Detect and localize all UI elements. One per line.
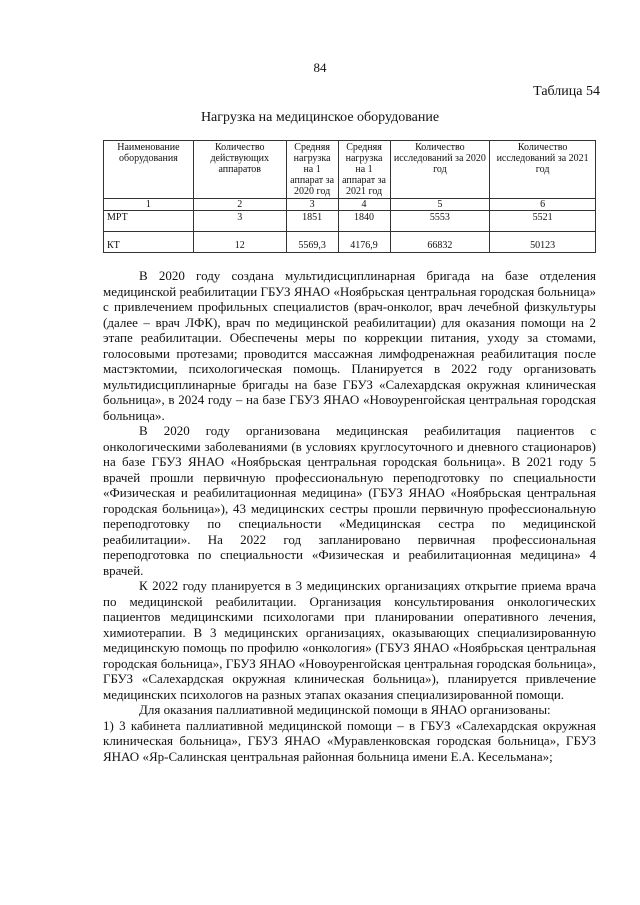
header-studies-2020: Количество исследований за 2020 год [390,141,490,199]
cell-avg-load-2021: 4176,9 [338,232,390,253]
column-number: 1 [104,199,194,211]
column-number: 2 [193,199,286,211]
column-number: 3 [286,199,338,211]
table-header-row [104,141,596,199]
cell-device-count: 12 [193,232,286,253]
header-equipment-name: Наименование оборудования [104,141,194,199]
table-row-mri [104,211,596,232]
column-number: 4 [338,199,390,211]
paragraph-psychologists: К 2022 году планируется в 3 медицинских организациях открытие приема врача по медицинской реабилитации. Организация консультирования онкологических пациентов медицинскими психологами при планировании оперативного лечения, химиотерапии. В 3 медицинских организациях, оказывающих специализированную медицинскую помощь по профилю «онкология» (ГБУЗ ЯНАО «Ноябрьская центральная городская больница», ГБУЗ ЯНАО «Новоуренгойская центральная городская больница», ГБУЗ «Салехардская окружная клиническая больница»), планируется привлечение медицинских психологов на разных этапах оказания специализированной помощи. [103,578,596,702]
cell-device-count: 3 [193,211,286,232]
cell-equipment: МРТ [104,211,194,232]
cell-studies-2021: 50123 [490,232,596,253]
cell-avg-load-2020: 1851 [286,211,338,232]
table-label: Таблица 54 [533,84,600,99]
header-avg-load-2021: Средняя нагрузка на 1 аппарат за 2021 год [338,141,390,199]
header-device-count: Количество действующих аппаратов [193,141,286,199]
table-number-row [104,199,596,211]
cell-equipment: КТ [104,232,194,253]
paragraph-rehab-organization: В 2020 году организована медицинская реабилитация пациентов с онкологическими заболеваниями (в условиях круглосуточного и дневного стационаров) на базе ГБУЗ ЯНАО «Ноябрьская центральная городская больница». В 2021 году 5 врачей прошли первичную профессиональную переподготовку по специальности «Физическая и реабилитационная медицина» (ГБУЗ ЯНАО «Ноябрьская центральная городская больница»), 43 медицинских сестры прошли первичную профессиональную переподготовку по специальности «Медицинская сестра по медицинской реабилитации». На 2022 год запланировано первичная профессиональная переподготовка по специальности «Физическая и реабилитационная медицина» 4 врачей. [103,423,596,578]
cell-studies-2020: 5553 [390,211,490,232]
paragraph-rehab-brigade: В 2020 году создана мультидисциплинарная бригада на базе отделения медицинской реабилитации ГБУЗ ЯНАО «Ноябрьская центральная городская больница» с привлечением профильных специалистов (врач-онколог, врач лечебной физкультуры (далее – врач ЛФК), врач по медицинской реабилитации) для оказания помощи на 2 этапе реабилитации. Обеспечены меры по коррекции питания, уходу за стомами, голосовыми протезами; проводится массажная лимфодренажная реабилитация после мастэктомии, психологическая помощь. Планируется в 2022 году организовать мультидисциплинарные бригады на базе ГБУЗ «Салехардская окружная клиническая больница», в 2024 году – на базе ГБУЗ ЯНАО «Новоуренгойская центральная городская больница». [103,268,596,423]
body-text [103,268,596,764]
header-avg-load-2020: Средняя нагрузка на 1 аппарат за 2020 год [286,141,338,199]
cell-avg-load-2020: 5569,3 [286,232,338,253]
header-studies-2021: Количество исследований за 2021 год [490,141,596,199]
cell-studies-2020: 66832 [390,232,490,253]
column-number: 6 [490,199,596,211]
equipment-load-table [103,140,596,253]
column-number: 5 [390,199,490,211]
table-row-ct [104,232,596,253]
page-number: 84 [313,60,327,75]
table-title: Нагрузка на медицинское оборудование [200,110,440,125]
paragraph-palliative-intro: Для оказания паллиативной медицинской помощи в ЯНАО организованы: [139,702,551,717]
cell-avg-load-2021: 1840 [338,211,390,232]
cell-studies-2021: 5521 [490,211,596,232]
paragraph-palliative-list-item: 1) 3 кабинета паллиативной медицинской помощи – в ГБУЗ «Салехардская окружная клиническая больница», ГБУЗ ЯНАО «Муравленковская городская больница», ГБУЗ ЯНАО «Яр-Салинская центральная районная больница имени Е.А. Кесельмана»; [103,717,596,764]
